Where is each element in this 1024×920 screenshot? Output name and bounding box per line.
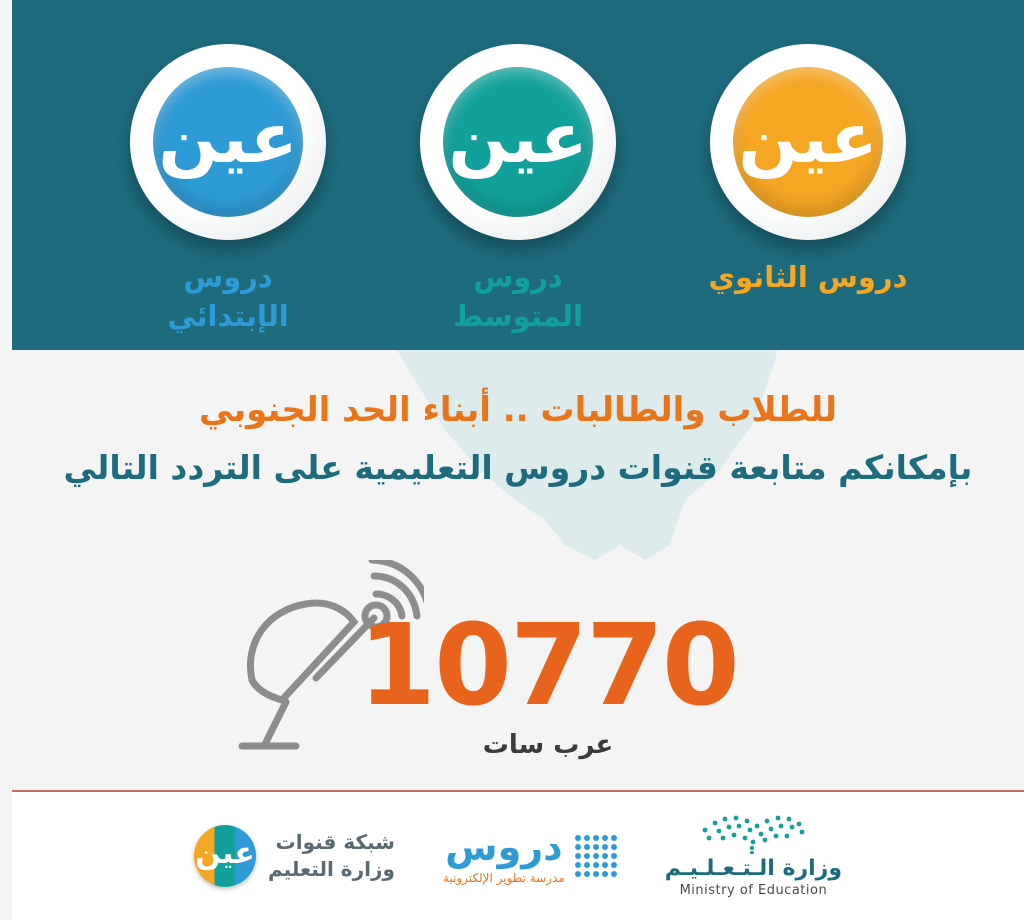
channel-primary[interactable] (123, 44, 333, 336)
logo-duroos[interactable] (442, 824, 617, 885)
message-line-1: للطلاب والطالبات .. أبناء الحد الجنوبي (198, 390, 838, 430)
duroos-dot-grid-icon (575, 835, 617, 877)
frequency-block (12, 560, 1024, 785)
logo-ministry-of-education[interactable] (665, 814, 842, 898)
badge-outer-intermediate (420, 44, 616, 240)
frequency-number: 10770 (358, 601, 738, 731)
palm-tree-dots-icon (693, 814, 813, 854)
badge-text-intermediate: عين (448, 97, 588, 179)
duroos-subtitle: مدرسة تطوير الإلكترونية (442, 870, 565, 885)
duroos-title: دروس (445, 824, 563, 869)
ein-badge-icon-primary (153, 67, 303, 217)
duroos-text (442, 824, 565, 885)
footer-logos (12, 792, 1024, 920)
ein-network-text (268, 829, 395, 883)
ein-badge-icon-intermediate (443, 67, 593, 217)
badge-text-secondary: عين (738, 97, 878, 179)
logo-ein-network[interactable] (194, 825, 395, 887)
ein-network-line-2: وزارة التعليم (268, 857, 395, 881)
ministry-name-english: Ministry of Education (679, 883, 828, 898)
channel-label-primary: دروس الإبتدائي (167, 260, 289, 334)
message-block (12, 390, 1024, 487)
ministry-name-arabic: وزارة الـتـعـلـيـم (664, 856, 842, 881)
ein-badge-icon-secondary (733, 67, 883, 217)
satellite-name: عرب سات (482, 730, 614, 760)
ein-logo-text: عين (195, 836, 255, 871)
channel-intermediate[interactable] (413, 44, 623, 336)
ein-network-line-1: شبكة قنوات (275, 830, 395, 854)
badge-outer-secondary (710, 44, 906, 240)
message-line-2: بإمكانكم متابعة قنوات دروس التعليمية على التردد التالي (63, 448, 973, 487)
badge-text-primary: عين (158, 97, 298, 179)
badge-outer-primary (130, 44, 326, 240)
channel-badges-row (12, 44, 1024, 344)
ein-logo-icon (194, 825, 256, 887)
channel-label-secondary: دروس الثانوي (708, 260, 908, 294)
channel-label-intermediate: دروس المتوسط (453, 260, 583, 334)
channel-secondary[interactable] (703, 44, 913, 297)
